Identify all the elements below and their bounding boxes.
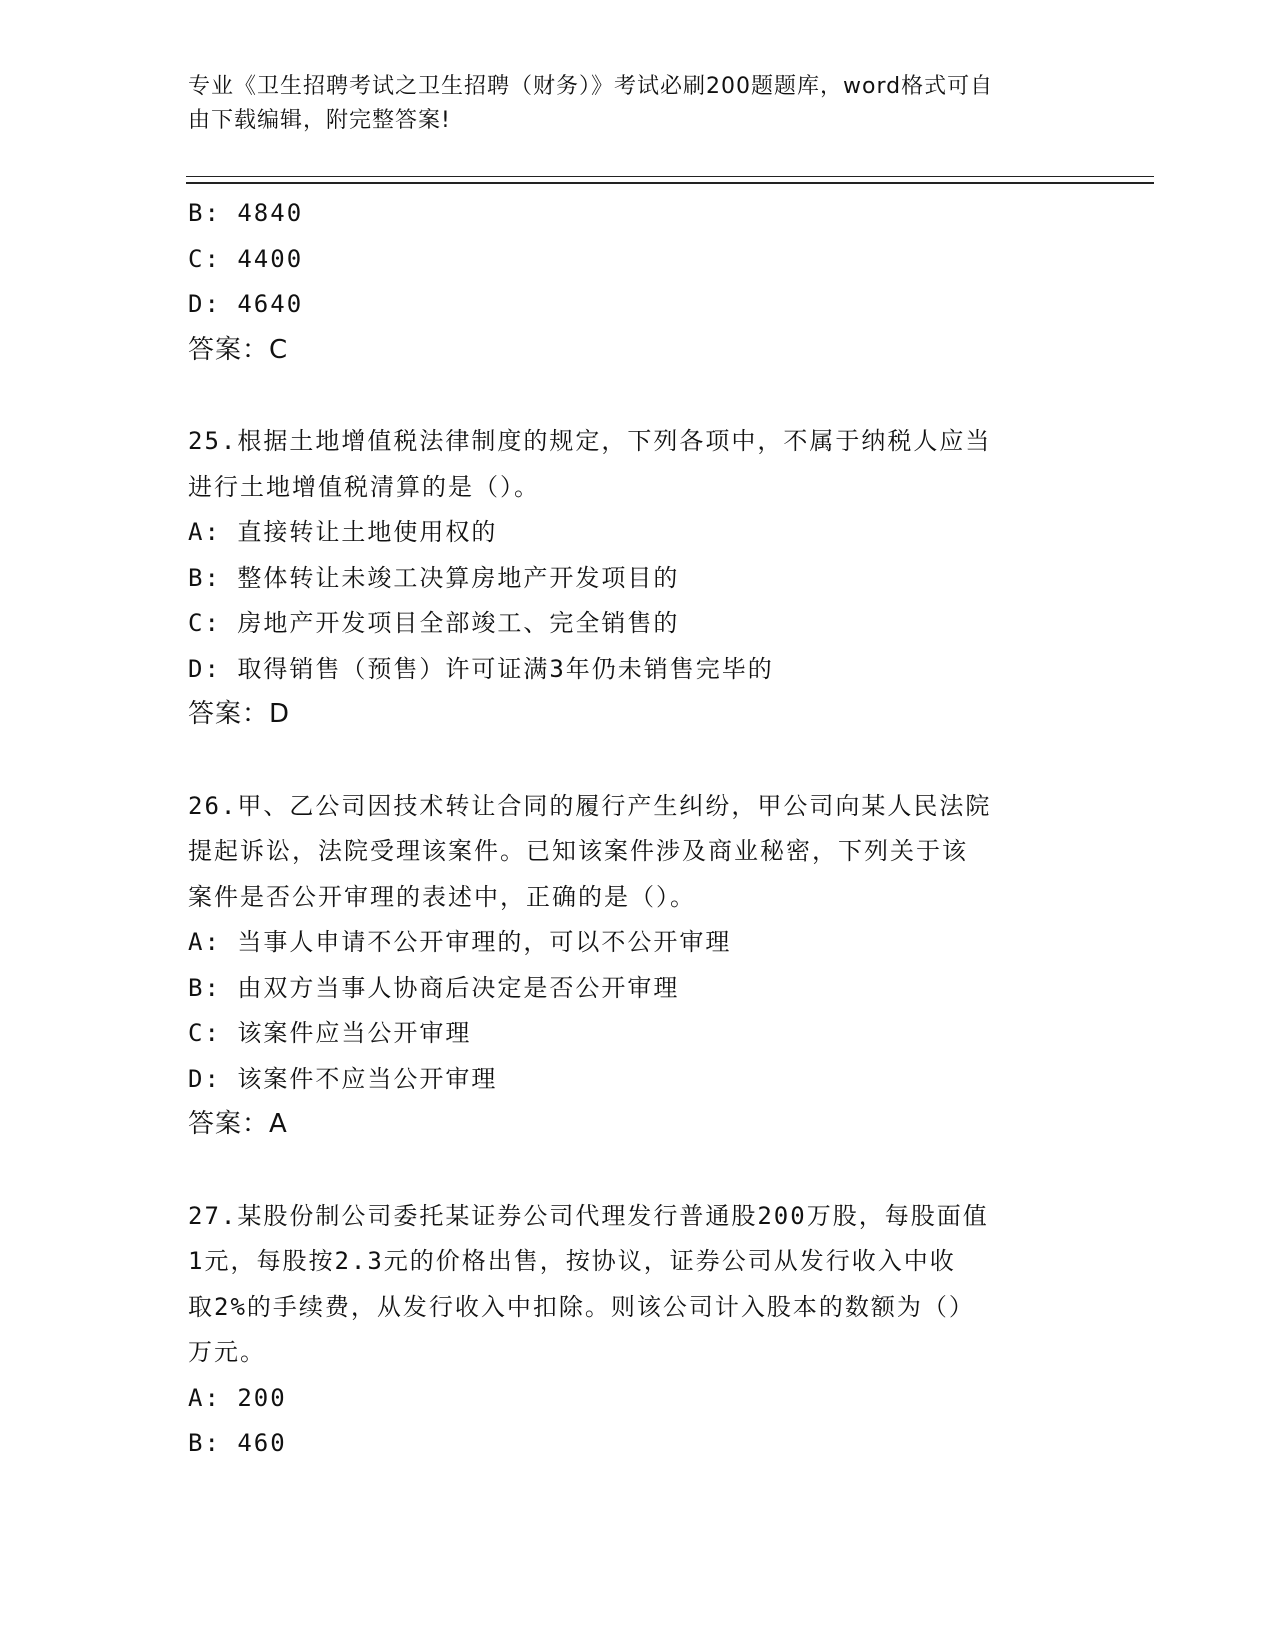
question-26	[188, 784, 1088, 1148]
question-text: 取2%的手续费，从发行收入中扣除。则该公司计入股本的数额为（）	[188, 1292, 975, 1321]
answer: 答案：D	[188, 699, 291, 729]
header-line-1: 专业《卫生招聘考试之卫生招聘（财务）》考试必刷200题题库，word格式可自	[188, 74, 994, 99]
question-text: 25.根据土地增值税法律制度的规定，下列各项中，不属于纳税人应当	[188, 427, 992, 455]
option-b: B: 整体转让未竣工决算房地产开发项目的	[188, 563, 680, 592]
option-c: C: 该案件应当公开审理	[188, 1019, 472, 1047]
question-text: 1元，每股按2.3元的价格出售，按协议，证券公司从发行收入中收	[188, 1247, 956, 1275]
question-text: 26.甲、乙公司因技术转让合同的履行产生纠纷，甲公司向某人民法院	[188, 791, 992, 820]
option-d: D: 取得销售（预售）许可证满3年仍未销售完毕的	[188, 654, 774, 683]
option-a: A: 当事人申请不公开审理的，可以不公开审理	[188, 928, 732, 956]
option-a: A: 直接转让土地使用权的	[188, 518, 498, 546]
question-text: 万元。	[188, 1338, 266, 1366]
option-a: A: 200	[188, 1383, 287, 1412]
question-27	[188, 1194, 1088, 1467]
question-text: 进行土地增值税清算的是（）。	[188, 472, 540, 501]
option-b: B: 由双方当事人协商后决定是否公开审理	[188, 973, 680, 1002]
header-divider-thick	[186, 182, 1154, 184]
option-d: D: 该案件不应当公开审理	[188, 1064, 498, 1093]
option-b: B: 4840	[188, 199, 304, 227]
option-d: D: 4640	[188, 290, 304, 318]
option-b: B: 460	[188, 1429, 287, 1457]
question-text: 27.某股份制公司委托某证券公司代理发行普通股200万股，每股面值	[188, 1201, 989, 1230]
answer: 答案：C	[188, 334, 289, 365]
question-24-tail	[188, 191, 1088, 373]
option-c: C: 4400	[188, 244, 304, 273]
option-c: C: 房地产开发项目全部竣工、完全销售的	[188, 609, 680, 637]
header-line-2: 由下载编辑，附完整答案!	[188, 108, 451, 133]
question-25	[188, 419, 1088, 738]
document-header	[188, 70, 1088, 138]
document-body	[188, 191, 1088, 1467]
header-divider-thin	[186, 176, 1154, 177]
question-text: 案件是否公开审理的表述中，正确的是（）。	[188, 882, 696, 911]
question-text: 提起诉讼，法院受理该案件。已知该案件涉及商业秘密，下列关于该	[188, 837, 968, 865]
answer: 答案：A	[188, 1109, 288, 1139]
